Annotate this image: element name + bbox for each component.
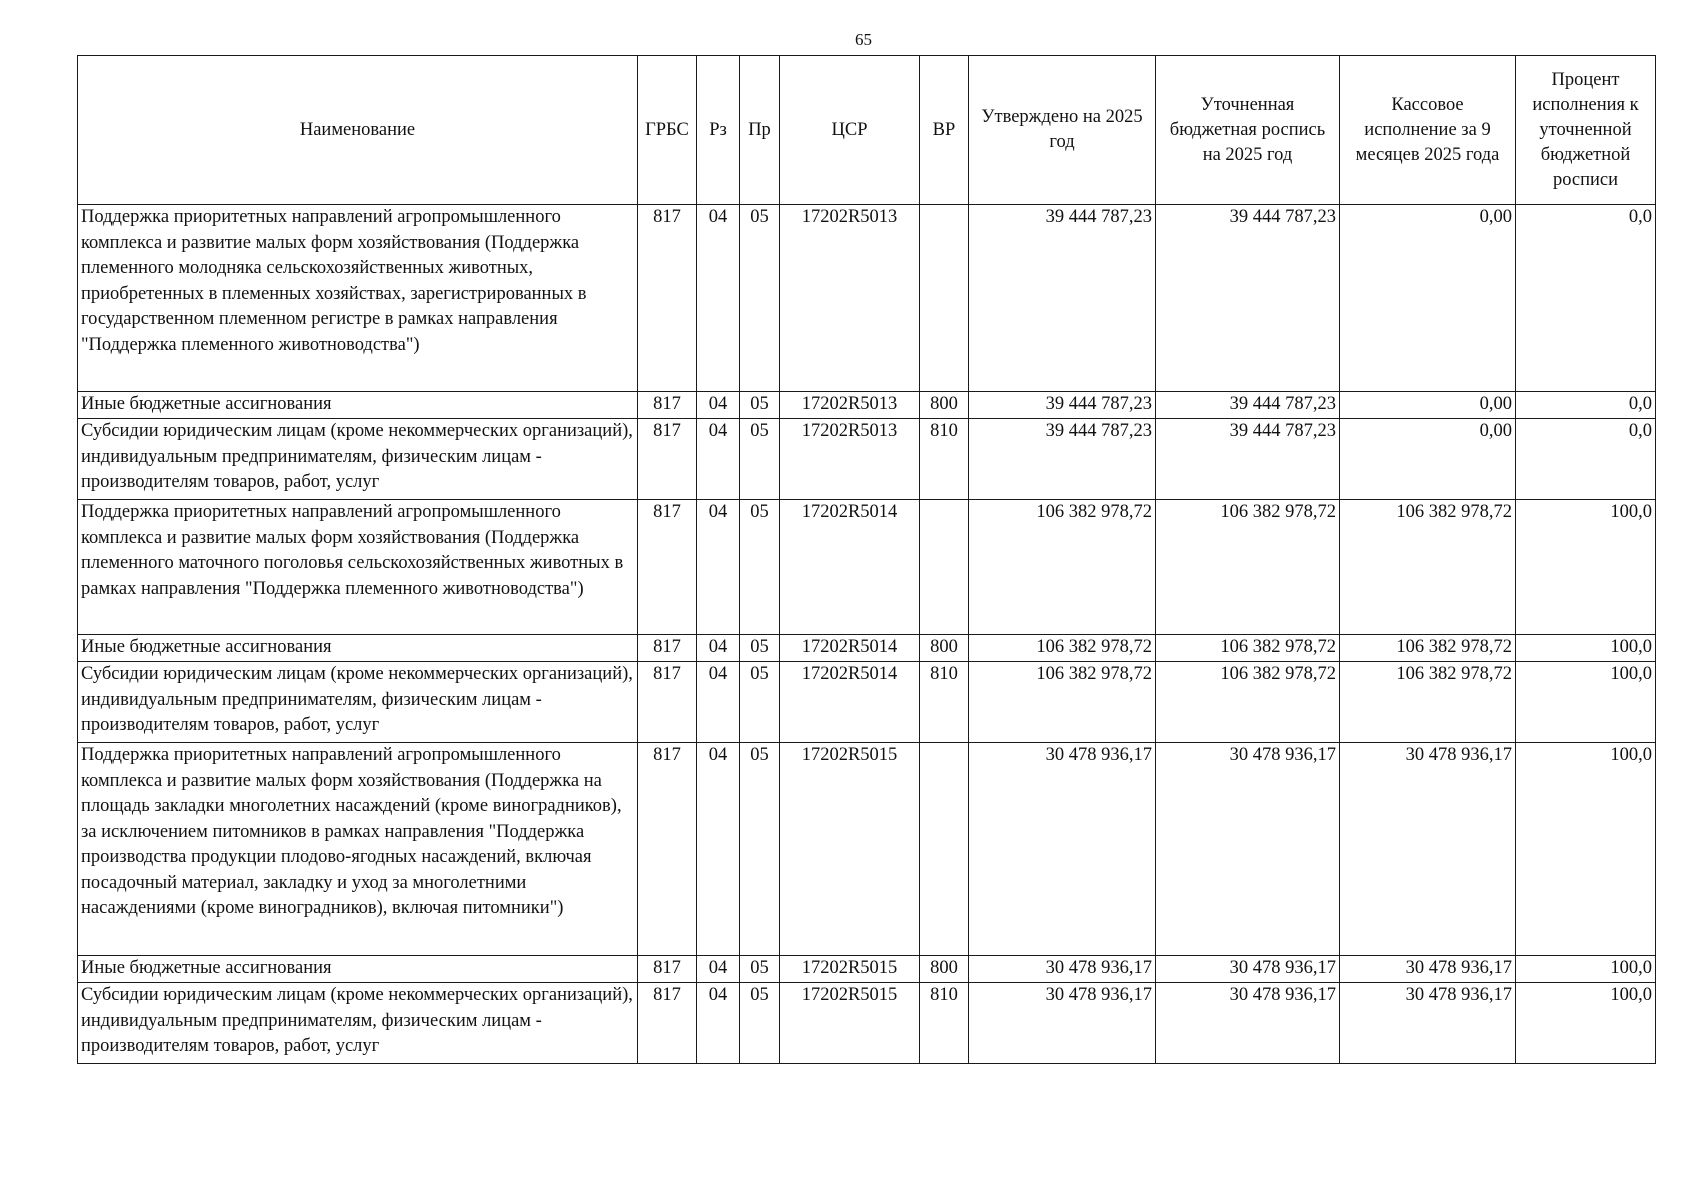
cell-grbs: 817 bbox=[638, 743, 697, 956]
cell-grbs: 817 bbox=[638, 500, 697, 635]
budget-table bbox=[77, 55, 1656, 1064]
cell-approved: 39 444 787,23 bbox=[969, 392, 1156, 419]
cell-pr: 05 bbox=[740, 419, 780, 500]
header-rz: Рз bbox=[697, 56, 740, 205]
table-row bbox=[78, 635, 1656, 662]
cell-approved: 39 444 787,23 bbox=[969, 205, 1156, 392]
cell-approved: 106 382 978,72 bbox=[969, 500, 1156, 635]
cell-csr: 17202R5014 bbox=[780, 662, 920, 743]
cell-csr: 17202R5014 bbox=[780, 500, 920, 635]
cell-vr: 810 bbox=[920, 419, 969, 500]
cell-name: Иные бюджетные ассигнования bbox=[78, 635, 638, 662]
cell-approved: 30 478 936,17 bbox=[969, 983, 1156, 1064]
cell-percent: 0,0 bbox=[1516, 419, 1656, 500]
cell-cash: 106 382 978,72 bbox=[1340, 635, 1516, 662]
cell-rz: 04 bbox=[697, 662, 740, 743]
cell-approved: 39 444 787,23 bbox=[969, 419, 1156, 500]
cell-rz: 04 bbox=[697, 983, 740, 1064]
cell-rz: 04 bbox=[697, 956, 740, 983]
header-vr: ВР bbox=[920, 56, 969, 205]
cell-name: Субсидии юридическим лицам (кроме некоммерческих организаций), индивидуальным предпринимателям, физическим лицам - производителям товаров, работ, услуг bbox=[78, 419, 638, 500]
table-row bbox=[78, 743, 1656, 956]
cell-vr: 800 bbox=[920, 956, 969, 983]
cell-approved: 30 478 936,17 bbox=[969, 956, 1156, 983]
cell-csr: 17202R5015 bbox=[780, 956, 920, 983]
table-row bbox=[78, 500, 1656, 635]
header-grbs: ГРБС bbox=[638, 56, 697, 205]
cell-name: Поддержка приоритетных направлений агропромышленного комплекса и развитие малых форм хозяйствования (Поддержка племенного маточного поголовья сельскохозяйственных животных в рамках направления "Поддержка племенного животноводства") bbox=[78, 500, 638, 635]
cell-percent: 100,0 bbox=[1516, 743, 1656, 956]
cell-percent: 100,0 bbox=[1516, 983, 1656, 1064]
table-row bbox=[78, 983, 1656, 1064]
header-refined: Уточненная бюджетная роспись на 2025 год bbox=[1156, 56, 1340, 205]
cell-pr: 05 bbox=[740, 983, 780, 1064]
cell-rz: 04 bbox=[697, 635, 740, 662]
cell-grbs: 817 bbox=[638, 956, 697, 983]
cell-refined: 30 478 936,17 bbox=[1156, 743, 1340, 956]
cell-csr: 17202R5014 bbox=[780, 635, 920, 662]
cell-pr: 05 bbox=[740, 956, 780, 983]
cell-pr: 05 bbox=[740, 500, 780, 635]
cell-grbs: 817 bbox=[638, 205, 697, 392]
cell-refined: 39 444 787,23 bbox=[1156, 392, 1340, 419]
header-approved: Утверждено на 2025 год bbox=[969, 56, 1156, 205]
cell-name: Субсидии юридическим лицам (кроме некоммерческих организаций), индивидуальным предпринимателям, физическим лицам - производителям товаров, работ, услуг bbox=[78, 662, 638, 743]
cell-cash: 106 382 978,72 bbox=[1340, 662, 1516, 743]
cell-name: Иные бюджетные ассигнования bbox=[78, 392, 638, 419]
cell-refined: 39 444 787,23 bbox=[1156, 205, 1340, 392]
cell-cash: 30 478 936,17 bbox=[1340, 956, 1516, 983]
table-row bbox=[78, 956, 1656, 983]
cell-percent: 0,0 bbox=[1516, 205, 1656, 392]
cell-grbs: 817 bbox=[638, 983, 697, 1064]
cell-csr: 17202R5015 bbox=[780, 983, 920, 1064]
cell-cash: 30 478 936,17 bbox=[1340, 743, 1516, 956]
cell-approved: 30 478 936,17 bbox=[969, 743, 1156, 956]
header-cash: Кассовое исполнение за 9 месяцев 2025 года bbox=[1340, 56, 1516, 205]
cell-name: Поддержка приоритетных направлений агропромышленного комплекса и развитие малых форм хозяйствования (Поддержка племенного молодняка сельскохозяйственных животных, приобретенных в племенных хозяйствах, зарегистрированных в государственном племенном регистре в рамках направления "Поддержка племенного животноводства") bbox=[78, 205, 638, 392]
cell-rz: 04 bbox=[697, 743, 740, 956]
cell-refined: 39 444 787,23 bbox=[1156, 419, 1340, 500]
cell-approved: 106 382 978,72 bbox=[969, 662, 1156, 743]
cell-rz: 04 bbox=[697, 419, 740, 500]
cell-vr: 800 bbox=[920, 635, 969, 662]
cell-refined: 106 382 978,72 bbox=[1156, 662, 1340, 743]
cell-vr bbox=[920, 743, 969, 956]
cell-pr: 05 bbox=[740, 662, 780, 743]
cell-vr bbox=[920, 500, 969, 635]
header-pr: Пр bbox=[740, 56, 780, 205]
cell-pr: 05 bbox=[740, 635, 780, 662]
cell-name: Субсидии юридическим лицам (кроме некоммерческих организаций), индивидуальным предпринимателям, физическим лицам - производителям товаров, работ, услуг bbox=[78, 983, 638, 1064]
table-row bbox=[78, 205, 1656, 392]
cell-rz: 04 bbox=[697, 392, 740, 419]
header-name: Наименование bbox=[78, 56, 638, 205]
cell-refined: 106 382 978,72 bbox=[1156, 500, 1340, 635]
cell-vr: 800 bbox=[920, 392, 969, 419]
header-percent: Процент исполнения к уточненной бюджетной росписи bbox=[1516, 56, 1656, 205]
cell-csr: 17202R5013 bbox=[780, 419, 920, 500]
cell-cash: 0,00 bbox=[1340, 419, 1516, 500]
cell-percent: 100,0 bbox=[1516, 500, 1656, 635]
cell-csr: 17202R5013 bbox=[780, 205, 920, 392]
cell-vr: 810 bbox=[920, 662, 969, 743]
cell-rz: 04 bbox=[697, 500, 740, 635]
cell-grbs: 817 bbox=[638, 392, 697, 419]
cell-grbs: 817 bbox=[638, 419, 697, 500]
cell-vr bbox=[920, 205, 969, 392]
cell-name: Поддержка приоритетных направлений агропромышленного комплекса и развитие малых форм хозяйствования (Поддержка на площадь закладки многолетних насаждений (кроме виноградников), за исключением питомников в рамках направления "Поддержка производства продукции плодово-ягодных насаждений, включая посадочный материал, закладку и уход за многолетними насаждениями (кроме виноградников), включая питомники") bbox=[78, 743, 638, 956]
cell-percent: 100,0 bbox=[1516, 662, 1656, 743]
table-row bbox=[78, 662, 1656, 743]
cell-grbs: 817 bbox=[638, 635, 697, 662]
cell-rz: 04 bbox=[697, 205, 740, 392]
cell-refined: 106 382 978,72 bbox=[1156, 635, 1340, 662]
cell-percent: 100,0 bbox=[1516, 635, 1656, 662]
cell-pr: 05 bbox=[740, 205, 780, 392]
cell-percent: 100,0 bbox=[1516, 956, 1656, 983]
cell-name: Иные бюджетные ассигнования bbox=[78, 956, 638, 983]
cell-approved: 106 382 978,72 bbox=[969, 635, 1156, 662]
cell-vr: 810 bbox=[920, 983, 969, 1064]
cell-grbs: 817 bbox=[638, 662, 697, 743]
table-row bbox=[78, 419, 1656, 500]
cell-cash: 30 478 936,17 bbox=[1340, 983, 1516, 1064]
cell-cash: 106 382 978,72 bbox=[1340, 500, 1516, 635]
cell-refined: 30 478 936,17 bbox=[1156, 983, 1340, 1064]
cell-pr: 05 bbox=[740, 743, 780, 956]
cell-cash: 0,00 bbox=[1340, 205, 1516, 392]
page-number: 65 bbox=[855, 30, 872, 49]
cell-pr: 05 bbox=[740, 392, 780, 419]
cell-refined: 30 478 936,17 bbox=[1156, 956, 1340, 983]
cell-csr: 17202R5013 bbox=[780, 392, 920, 419]
cell-cash: 0,00 bbox=[1340, 392, 1516, 419]
cell-percent: 0,0 bbox=[1516, 392, 1656, 419]
cell-csr: 17202R5015 bbox=[780, 743, 920, 956]
table-row bbox=[78, 392, 1656, 419]
header-csr: ЦСР bbox=[780, 56, 920, 205]
table-header-row bbox=[78, 56, 1656, 205]
